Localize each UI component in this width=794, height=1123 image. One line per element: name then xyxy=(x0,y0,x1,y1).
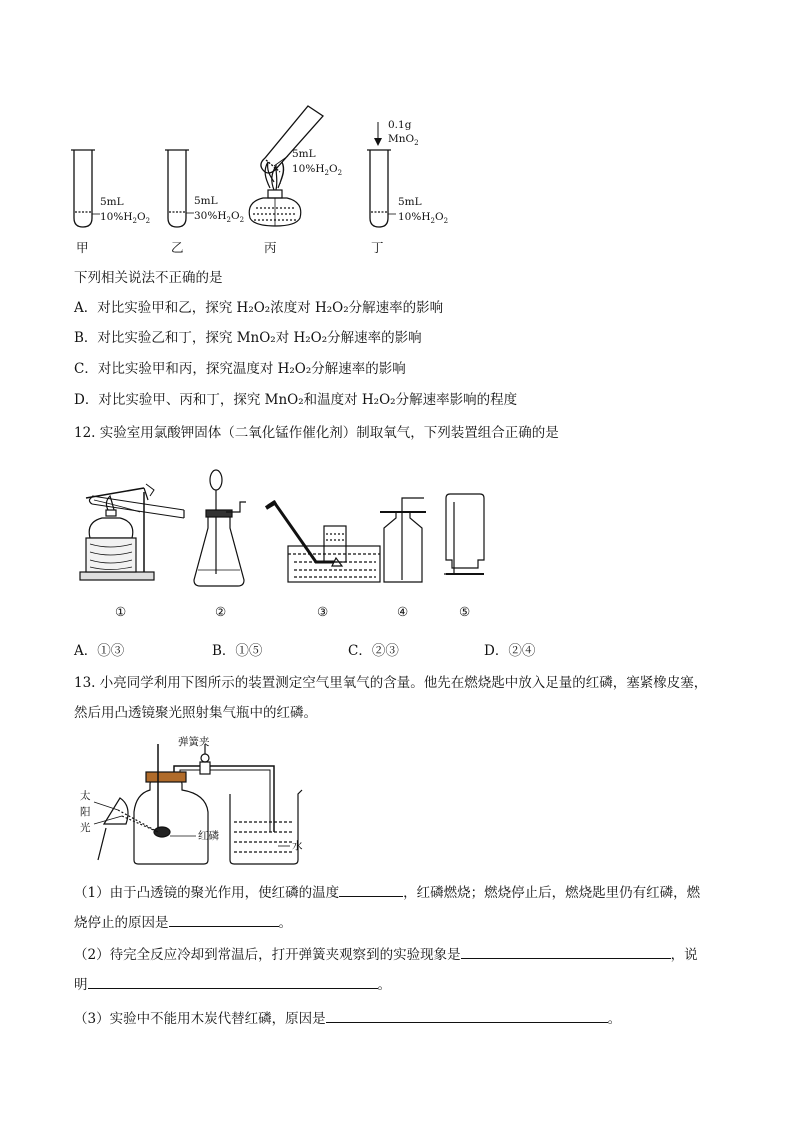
yi-volume: 5mL xyxy=(194,195,218,207)
apparatus-label-4: ④ xyxy=(397,604,409,619)
apparatus-5 xyxy=(444,494,484,574)
rubber-stopper xyxy=(146,772,186,782)
q13-p2-blank2[interactable] xyxy=(88,974,378,989)
q13-p3-blank[interactable] xyxy=(326,1008,608,1023)
apparatus-2 xyxy=(194,470,246,586)
bing-volume: 5mL xyxy=(292,148,316,160)
q11-option-d: D．对比实验甲、丙和丁，探究 MnO₂和温度对 H₂O₂分解速率影响的程度 xyxy=(74,392,518,408)
q12-option-d: D．②④ xyxy=(484,643,536,659)
sunlight-label-2: 阳 xyxy=(80,806,91,818)
apparatus-1 xyxy=(80,484,184,580)
oxygen-content-apparatus xyxy=(74,732,314,872)
q12-option-c: C．②③ xyxy=(348,643,399,659)
q13-part2-line2 xyxy=(74,974,391,995)
q12-figure xyxy=(80,462,500,592)
apparatus-label-1: ① xyxy=(115,604,127,619)
sunlight-label-3: 光 xyxy=(80,822,91,834)
q13-p2-text-d: 。 xyxy=(377,977,391,993)
ding-add-mass: 0.1g xyxy=(388,119,412,131)
q13-stem-line1: 13. 小亮同学利用下图所示的装置测定空气里氧气的含量。他先在燃烧匙中放入足量的红磷，塞紧橡皮塞， xyxy=(74,675,708,691)
tube-yi xyxy=(165,150,194,227)
gas-bottle xyxy=(134,780,208,864)
q13-part2-line1 xyxy=(74,944,698,965)
q13-figure xyxy=(74,732,314,872)
q11-stem: 下列相关说法不正确的是 xyxy=(74,270,223,286)
sunlight-label-1: 太 xyxy=(80,790,91,802)
ding-add-chem: MnO$_2$ xyxy=(388,133,419,148)
clamp-label: 弹簧夹 xyxy=(178,736,210,748)
q11-option-b: B．对比实验乙和丁，探究 MnO₂对 H₂O₂分解速率的影响 xyxy=(74,330,422,346)
q13-part1-line1 xyxy=(74,882,700,903)
apparatus-diagram xyxy=(80,462,500,592)
q13-p1-text-d: 。 xyxy=(278,915,292,931)
label-ding: 丁 xyxy=(371,240,384,255)
q11-option-a: A．对比实验甲和乙，探究 H₂O₂浓度对 H₂O₂分解速率的影响 xyxy=(74,300,444,316)
apparatus-label-3: ③ xyxy=(317,604,329,619)
q13-p1-text-b: ，红磷燃烧；燃烧停止后，燃烧匙里仍有红磷，燃 xyxy=(403,885,701,901)
q13-part3 xyxy=(74,1008,621,1029)
label-yi: 乙 xyxy=(171,240,184,255)
q12-stem: 12. 实验室用氯酸钾固体（二氧化锰作催化剂）制取氧气，下列装置组合正确的是 xyxy=(74,425,559,441)
label-jia: 甲 xyxy=(76,240,89,255)
q12-option-b: B．①⑤ xyxy=(212,643,263,659)
red-phosphorus-label: 红磷 xyxy=(198,830,219,842)
label-bing: 丙 xyxy=(264,240,277,255)
q11-figure xyxy=(60,100,480,260)
q13-p2-blank1[interactable] xyxy=(461,944,671,959)
q13-p2-text-c: 明 xyxy=(74,977,88,993)
apparatus-3 xyxy=(266,502,380,582)
q13-stem-line2: 然后用凸透镜聚光照射集气瓶中的红磷。 xyxy=(74,705,317,721)
q11-option-c: C．对比实验甲和丙，探究温度对 H₂O₂分解速率的影响 xyxy=(74,361,406,377)
jia-volume: 5mL xyxy=(100,196,124,208)
ding-volume: 5mL xyxy=(398,196,422,208)
apparatus-label-5: ⑤ xyxy=(459,604,471,619)
q13-p3-text-a: （3）实验中不能用木炭代替红磷，原因是 xyxy=(74,1011,326,1027)
tube-jia xyxy=(71,150,100,227)
apparatus-label-2: ② xyxy=(215,604,227,619)
jia-concentration: $10\%H_2O_2$ xyxy=(100,211,151,226)
test-tubes-diagram xyxy=(60,100,480,260)
q13-p2-text-b: ，说 xyxy=(670,947,698,963)
q13-p1-text-c: 烧停止的原因是 xyxy=(74,915,169,931)
yi-concentration: $30\%H_2O_2$ xyxy=(194,210,245,225)
q13-p1-blank2[interactable] xyxy=(169,912,279,927)
water-label: 水 xyxy=(292,840,303,852)
bing-concentration: $10\%H_2O_2$ xyxy=(292,163,343,178)
q13-p2-text-a: （2）待完全反应冷却到常温后，打开弹簧夹观察到的实验现象是 xyxy=(74,947,461,963)
q13-p1-text-a: （1）由于凸透镜的聚光作用，使红磷的温度 xyxy=(74,885,340,901)
q13-p1-blank1[interactable] xyxy=(339,882,403,897)
q12-option-a: A．①③ xyxy=(74,643,125,659)
q13-p3-text-b: 。 xyxy=(607,1011,622,1027)
q13-part1-line2 xyxy=(74,912,292,933)
apparatus-4 xyxy=(380,498,426,582)
ding-concentration: $10\%H_2O_2$ xyxy=(398,211,449,226)
